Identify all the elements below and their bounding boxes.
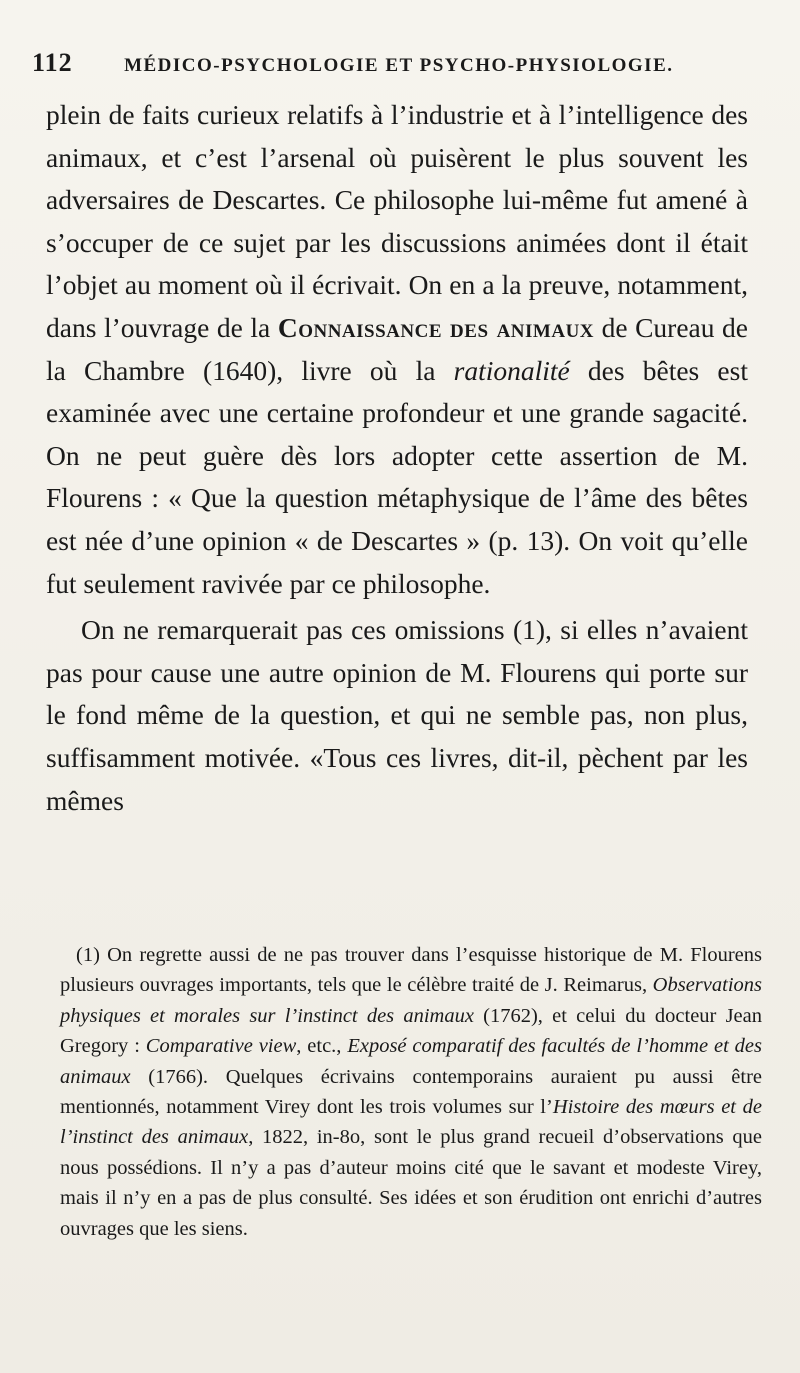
- footnote-text-3: , etc.,: [296, 1035, 348, 1058]
- main-text: [46, 94, 748, 822]
- running-header: [32, 48, 705, 78]
- paragraph-continued: [46, 94, 748, 605]
- italic-term: rationalité: [453, 354, 570, 386]
- footnote-text-5: , 1822, in-8o, sont le plus grand recueil d’observations que nous possédions. Il n’y a pas d’auteur moins cité que le savant et modeste Virey, mais il n’y en a pas de plus consulté. Ses idées et son érudition ont enrichi d’autres ouvrages que les siens.: [60, 1126, 762, 1240]
- footnote-italic-2: Comparative view: [145, 1035, 297, 1058]
- footnote: [60, 940, 762, 1244]
- paragraph-omissions: [46, 609, 748, 822]
- paragraph-text-2: de Cureau de la Chambre (1640), livre où la: [46, 311, 749, 386]
- page-number: 112: [32, 48, 73, 77]
- footnote-paragraph: [60, 940, 762, 1244]
- footnote-text-2: (1762), et celui du docteur Jean Gregory :: [60, 1004, 762, 1058]
- running-title: MÉDICO-PSYCHOLOGIE ET PSYCHO-PHYSIOLOGIE.: [124, 55, 674, 76]
- paragraph-text-1: plein de faits curieux relatifs à l’industrie et à l’intelligence des animaux, et c’est l’arsenal où puisèrent le plus souvent les adversaires de Descartes. Ce philosophe lui-même fut amené à s’occuper de ce sujet par les discussions animées dont il était l’objet au moment où il écrivait. On en a la preuve, notamment, dans l’ouvrage de la: [46, 99, 748, 343]
- footnote-italic-3: Exposé comparatif des facultés de l’homme et des animaux: [60, 1035, 762, 1088]
- paragraph-text-3: des bêtes est examinée avec une certaine profondeur et une grande sagacité. On ne peut guère dès lors adopter cette assertion de M. Flourens : « Que la question métaphysique de l’âme des bêtes est née d’une opinion « de Descartes » (p. 13). On voit qu’elle fut seulement ravivée par ce philosophe.: [46, 354, 748, 599]
- footnote-italic-1: Observations physiques et morales sur l’instinct des animaux: [60, 974, 762, 1027]
- footnote-text-4: (1766). Quelques écrivains contemporains auraient pu aussi être mentionnés, notamment Virey dont les trois volumes sur l’: [60, 1065, 762, 1119]
- footnote-italic-4: Histoire des mœurs et de l’instinct des animaux: [60, 1096, 762, 1149]
- paragraph-text-4: On ne remarquerait pas ces omissions (1), si elles n’avaient pas pour cause une autre opinion de M. Flourens qui porte sur le fond même de la question, et qui ne semble pas, non plus, suffisamment motivée. «Tous ces livres, dit-il, pèchent par les mêmes: [46, 614, 748, 816]
- footnote-text-1: (1) On regrette aussi de ne pas trouver dans l’esquisse historique de M. Flourens plusieurs ouvrages importants, tels que le célèbre traité de J. Reimarus,: [60, 944, 762, 997]
- book-title: Connaissance des animaux: [277, 311, 595, 343]
